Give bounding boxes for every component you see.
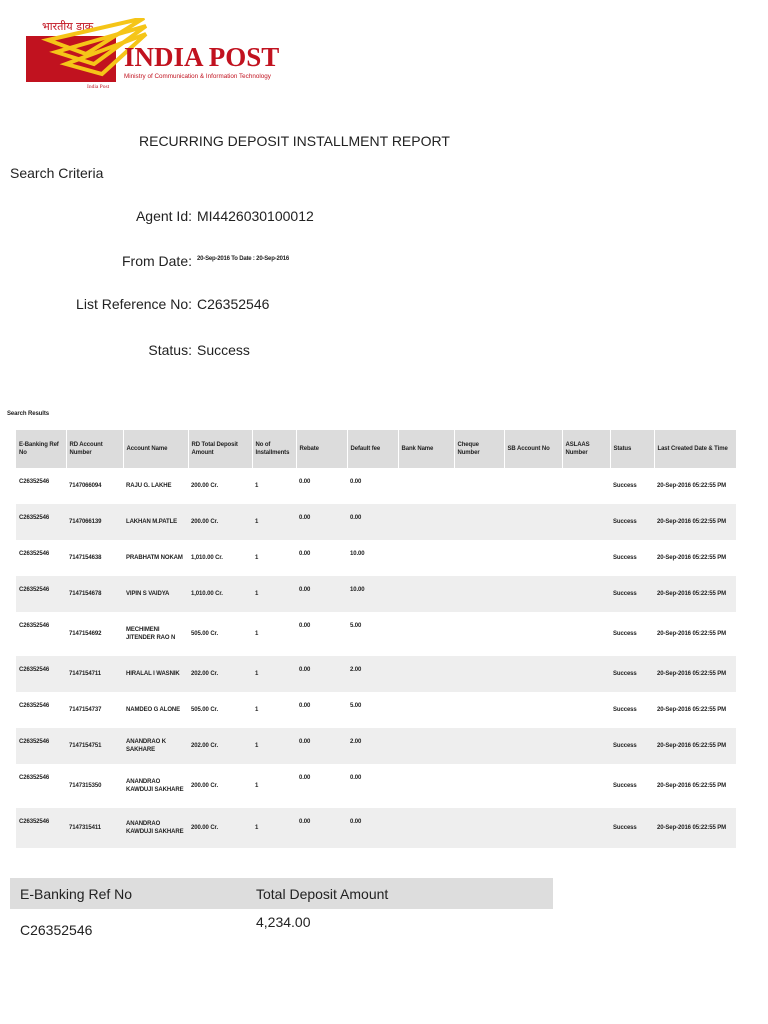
table-row [16, 468, 736, 504]
deposit-amount-cell: 505.00 Cr. [188, 612, 252, 656]
header-cell: Default fee [347, 430, 398, 468]
rebate-cell: 0.00 [296, 692, 347, 728]
account-number-cell: 7147154638 [66, 540, 123, 576]
header-cell: Rebate [296, 430, 347, 468]
summary-ref-value: C26352546 [20, 921, 93, 938]
results-header-row [16, 430, 736, 468]
bank-name-cell [398, 504, 454, 540]
default-fee-cell: 5.00 [347, 692, 398, 728]
account-name-cell: MECHIMENI JITENDER RAO N [123, 612, 188, 656]
table-row [16, 764, 736, 808]
account-name-cell: NAMDEO G ALONE [123, 692, 188, 728]
created-date-cell: 20-Sep-2016 05:22:55 PM [654, 540, 736, 576]
header-cell: Last Created Date & Time [654, 430, 736, 468]
cheque-number-cell [454, 612, 504, 656]
account-number-cell: 7147066139 [66, 504, 123, 540]
account-number-cell: 7147315411 [66, 808, 123, 848]
aslaas-number-cell [562, 728, 610, 764]
criteria-status [0, 342, 600, 358]
table-row [16, 504, 736, 540]
ref-no-cell: C26352546 [16, 728, 66, 764]
cheque-number-cell [454, 808, 504, 848]
header-cell: No of Installments [252, 430, 296, 468]
deposit-amount-cell: 200.00 Cr. [188, 504, 252, 540]
created-date-cell: 20-Sep-2016 05:22:55 PM [654, 808, 736, 848]
summary-header-ref: E-Banking Ref No [10, 878, 246, 909]
aslaas-number-cell [562, 808, 610, 848]
deposit-amount-cell: 1,010.00 Cr. [188, 540, 252, 576]
header-cell: E-Banking Ref No [16, 430, 66, 468]
bank-name-cell [398, 612, 454, 656]
aslaas-number-cell [562, 576, 610, 612]
sb-account-cell [504, 468, 562, 504]
rebate-cell: 0.00 [296, 728, 347, 764]
sb-account-cell [504, 656, 562, 692]
criteria-list-reference [0, 296, 600, 312]
table-row [16, 728, 736, 764]
cheque-number-cell [454, 764, 504, 808]
account-name-cell: VIPIN S VAIDYA [123, 576, 188, 612]
created-date-cell: 20-Sep-2016 05:22:55 PM [654, 656, 736, 692]
account-number-cell: 7147154751 [66, 728, 123, 764]
ref-no-cell: C26352546 [16, 576, 66, 612]
aslaas-number-cell [562, 468, 610, 504]
summary-header-row [10, 878, 553, 909]
bank-name-cell [398, 728, 454, 764]
deposit-amount-cell: 200.00 Cr. [188, 468, 252, 504]
bank-name-cell [398, 808, 454, 848]
status-cell: Success [610, 576, 654, 612]
status-cell: Success [610, 468, 654, 504]
logo-brand-text: INDIA POST [124, 42, 280, 72]
report-title: RECURRING DEPOSIT INSTALLMENT REPORT [139, 133, 450, 149]
sb-account-cell [504, 576, 562, 612]
table-row [16, 540, 736, 576]
rebate-cell: 0.00 [296, 576, 347, 612]
bank-name-cell [398, 576, 454, 612]
installments-cell: 1 [252, 656, 296, 692]
cheque-number-cell [454, 656, 504, 692]
rebate-cell: 0.00 [296, 808, 347, 848]
summary-header-amount: Total Deposit Amount [246, 878, 553, 909]
criteria-value: 20-Sep-2016 To Date : 20-Sep-2016 [197, 256, 289, 262]
cheque-number-cell [454, 540, 504, 576]
created-date-cell: 20-Sep-2016 05:22:55 PM [654, 764, 736, 808]
default-fee-cell: 0.00 [347, 764, 398, 808]
sb-account-cell [504, 764, 562, 808]
rebate-cell: 0.00 [296, 656, 347, 692]
rebate-cell: 0.00 [296, 540, 347, 576]
default-fee-cell: 10.00 [347, 576, 398, 612]
ref-no-cell: C26352546 [16, 764, 66, 808]
ref-no-cell: C26352546 [16, 656, 66, 692]
account-name-cell: PRABHATM NOKAM [123, 540, 188, 576]
aslaas-number-cell [562, 764, 610, 808]
rebate-cell: 0.00 [296, 468, 347, 504]
results-table [16, 430, 737, 848]
table-row [16, 656, 736, 692]
sb-account-cell [504, 612, 562, 656]
account-name-cell: HIRALAL I WASNIK [123, 656, 188, 692]
installments-cell: 1 [252, 692, 296, 728]
default-fee-cell: 0.00 [347, 504, 398, 540]
account-number-cell: 7147066094 [66, 468, 123, 504]
criteria-value: Success [197, 342, 250, 358]
cheque-number-cell [454, 468, 504, 504]
ref-no-cell: C26352546 [16, 612, 66, 656]
account-name-cell: RAJU G. LAKHE [123, 468, 188, 504]
aslaas-number-cell [562, 612, 610, 656]
status-cell: Success [610, 808, 654, 848]
criteria-label: Status: [148, 342, 192, 358]
search-results-heading: Search Results [7, 411, 49, 417]
rebate-cell: 0.00 [296, 504, 347, 540]
search-criteria-heading: Search Criteria [10, 165, 104, 181]
account-number-cell: 7147315350 [66, 764, 123, 808]
created-date-cell: 20-Sep-2016 05:22:55 PM [654, 692, 736, 728]
default-fee-cell: 5.00 [347, 612, 398, 656]
header-cell: RD Total Deposit Amount [188, 430, 252, 468]
ref-no-cell: C26352546 [16, 808, 66, 848]
aslaas-number-cell [562, 692, 610, 728]
header-cell: ASLAAS Number [562, 430, 610, 468]
installments-cell: 1 [252, 728, 296, 764]
logo-small-text: India Post [87, 84, 110, 90]
sb-account-cell [504, 540, 562, 576]
account-number-cell: 7147154737 [66, 692, 123, 728]
table-row [16, 692, 736, 728]
cheque-number-cell [454, 576, 504, 612]
bank-name-cell [398, 540, 454, 576]
default-fee-cell: 2.00 [347, 656, 398, 692]
default-fee-cell: 0.00 [347, 808, 398, 848]
created-date-cell: 20-Sep-2016 05:22:55 PM [654, 504, 736, 540]
sb-account-cell [504, 808, 562, 848]
header-cell: Account Name [123, 430, 188, 468]
criteria-agent-id [0, 208, 600, 224]
account-name-cell: ANANDRAO KAWDUJI SAKHARE [123, 764, 188, 808]
aslaas-number-cell [562, 656, 610, 692]
installments-cell: 1 [252, 764, 296, 808]
status-cell: Success [610, 504, 654, 540]
created-date-cell: 20-Sep-2016 05:22:55 PM [654, 468, 736, 504]
status-cell: Success [610, 612, 654, 656]
header-cell: Cheque Number [454, 430, 504, 468]
logo-hindi-text: भारतीय डाक [42, 20, 94, 33]
logo-subtitle-text: Ministry of Communication & Information Technology [124, 73, 271, 80]
criteria-label: Agent Id: [135, 208, 192, 224]
bank-name-cell [398, 468, 454, 504]
status-cell: Success [610, 764, 654, 808]
header-cell: Bank Name [398, 430, 454, 468]
ref-no-cell: C26352546 [16, 504, 66, 540]
ref-no-cell: C26352546 [16, 468, 66, 504]
bank-name-cell [398, 692, 454, 728]
sb-account-cell [504, 504, 562, 540]
account-name-cell: ANANDRAO KAWDUJI SAKHARE [123, 808, 188, 848]
account-name-cell: LAKHAN M.PATLE [123, 504, 188, 540]
installments-cell: 1 [252, 468, 296, 504]
installments-cell: 1 [252, 808, 296, 848]
deposit-amount-cell: 200.00 Cr. [188, 764, 252, 808]
deposit-amount-cell: 202.00 Cr. [188, 656, 252, 692]
criteria-label: List Reference No: [76, 296, 192, 312]
table-row [16, 808, 736, 848]
cheque-number-cell [454, 692, 504, 728]
india-post-logo [26, 18, 286, 90]
status-cell: Success [610, 656, 654, 692]
deposit-amount-cell: 200.00 Cr. [188, 808, 252, 848]
deposit-amount-cell: 202.00 Cr. [188, 728, 252, 764]
header-cell: Status [610, 430, 654, 468]
account-number-cell: 7147154711 [66, 656, 123, 692]
created-date-cell: 20-Sep-2016 05:22:55 PM [654, 728, 736, 764]
installments-cell: 1 [252, 576, 296, 612]
default-fee-cell: 2.00 [347, 728, 398, 764]
summary-value-row [10, 909, 553, 950]
criteria-from-date [0, 253, 600, 269]
installments-cell: 1 [252, 540, 296, 576]
status-cell: Success [610, 540, 654, 576]
status-cell: Success [610, 692, 654, 728]
bank-name-cell [398, 764, 454, 808]
bank-name-cell [398, 656, 454, 692]
created-date-cell: 20-Sep-2016 05:22:55 PM [654, 612, 736, 656]
cheque-number-cell [454, 504, 504, 540]
summary-amount-value: 4,234.00 [256, 914, 311, 930]
deposit-amount-cell: 505.00 Cr. [188, 692, 252, 728]
created-date-cell: 20-Sep-2016 05:22:55 PM [654, 576, 736, 612]
account-name-cell: ANANDRAO K SAKHARE [123, 728, 188, 764]
criteria-value: C26352546 [197, 296, 270, 312]
account-number-cell: 7147154678 [66, 576, 123, 612]
table-row [16, 576, 736, 612]
header-cell: RD Account Number [66, 430, 123, 468]
rebate-cell: 0.00 [296, 612, 347, 656]
table-row [16, 612, 736, 656]
cheque-number-cell [454, 728, 504, 764]
aslaas-number-cell [562, 504, 610, 540]
rebate-cell: 0.00 [296, 764, 347, 808]
default-fee-cell: 10.00 [347, 540, 398, 576]
header-cell: SB Account No [504, 430, 562, 468]
installments-cell: 1 [252, 504, 296, 540]
deposit-amount-cell: 1,010.00 Cr. [188, 576, 252, 612]
account-number-cell: 7147154692 [66, 612, 123, 656]
sb-account-cell [504, 728, 562, 764]
default-fee-cell: 0.00 [347, 468, 398, 504]
installments-cell: 1 [252, 612, 296, 656]
criteria-value: MI4426030100012 [197, 208, 314, 224]
summary-table [10, 878, 553, 950]
status-cell: Success [610, 728, 654, 764]
aslaas-number-cell [562, 540, 610, 576]
ref-no-cell: C26352546 [16, 692, 66, 728]
criteria-label: From Date: [121, 253, 192, 269]
ref-no-cell: C26352546 [16, 540, 66, 576]
sb-account-cell [504, 692, 562, 728]
